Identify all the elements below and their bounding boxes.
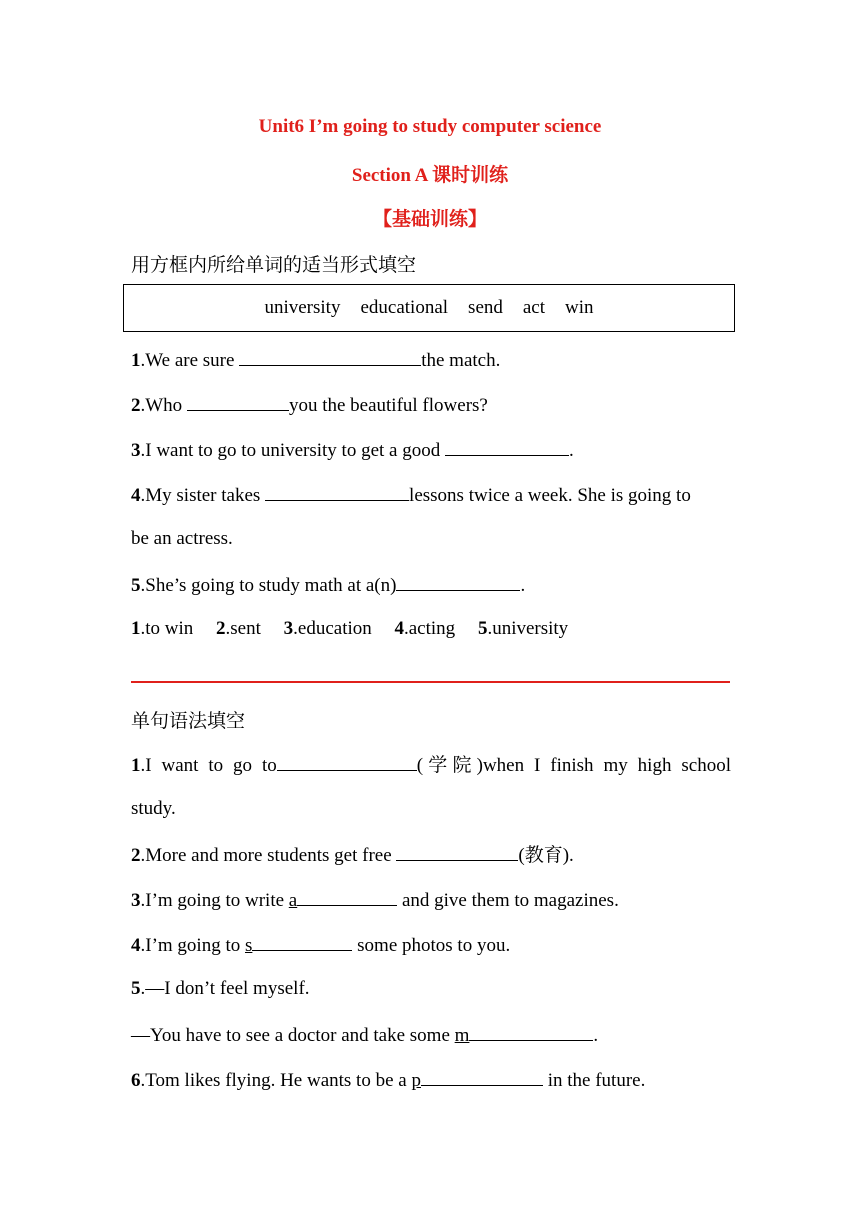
hint-letter: s (245, 935, 253, 956)
grammar-question-5-response: —You have to see a doctor and take some m . (131, 1022, 731, 1048)
question-4: 4.My sister takes lessons twice a week. She is going to (131, 482, 731, 508)
hint-letter: p (411, 1070, 421, 1091)
answer-item: 5.university (477, 618, 569, 639)
question-1: 1.We are sure the match. (131, 347, 731, 373)
answer-blank[interactable] (469, 1022, 593, 1041)
answer-blank[interactable] (252, 932, 352, 951)
grammar-question-1: 1.I want to go to (学院)when I finish my high school (131, 752, 731, 778)
question-number: 1 (131, 755, 141, 776)
grammar-question-2: 2.More and more students get free (教育). (131, 842, 731, 868)
hint-letter: a (288, 890, 298, 911)
answer-blank[interactable] (445, 437, 569, 456)
part1-instruction: 用方框内所给单词的适当形式填空 (131, 254, 417, 276)
question-number: 4 (131, 935, 141, 956)
answer-blank[interactable] (265, 482, 409, 501)
grammar-question-4: 4.I’m going to s some photos to you. (131, 932, 731, 958)
word-item: send (468, 297, 503, 318)
answer-item: 3.education (283, 618, 372, 639)
question-5: 5.She’s going to study math at a(n) . (131, 572, 731, 598)
document-title: Unit6 I’m going to study computer science (258, 116, 602, 137)
question-number: 1 (131, 350, 141, 371)
answer-blank[interactable] (421, 1067, 543, 1086)
word-item: university (264, 297, 341, 318)
question-number: 5 (131, 978, 141, 999)
answer-blank[interactable] (396, 572, 520, 591)
question-4-continued: be an actress. (131, 528, 233, 549)
answer-item: 2.sent (216, 618, 261, 639)
answer-blank[interactable] (187, 392, 289, 411)
grammar-question-1-continued: study. (131, 798, 176, 819)
question-2: 2.Who you the beautiful flowers? (131, 392, 731, 418)
document-subtitle: Section A 课时训练 (351, 165, 509, 186)
question-number: 2 (131, 395, 141, 416)
question-number: 4 (131, 485, 141, 506)
answer-blank[interactable] (396, 842, 518, 861)
section-label: 【基础训练】 (372, 209, 487, 230)
word-item: educational (360, 297, 449, 318)
hint-letter: m (454, 1025, 470, 1046)
word-item: win (565, 297, 594, 318)
answer-item: 4.acting (394, 618, 456, 639)
question-number: 5 (131, 575, 141, 596)
word-box (123, 284, 735, 332)
question-number: 3 (131, 440, 141, 461)
part2-instruction: 单句语法填空 (131, 710, 246, 732)
section-divider (131, 681, 730, 683)
answer-blank[interactable] (297, 887, 397, 906)
grammar-question-5: 5.—I don’t feel myself. (131, 978, 310, 999)
question-number: 3 (131, 890, 141, 911)
question-number: 6 (131, 1070, 141, 1091)
answer-blank[interactable] (277, 752, 417, 771)
grammar-question-3: 3.I’m going to write a and give them to magazines. (131, 887, 731, 913)
question-number: 2 (131, 845, 141, 866)
question-3: 3.I want to go to university to get a good . (131, 437, 731, 463)
answer-key (131, 617, 731, 641)
grammar-question-6: 6.Tom likes flying. He wants to be a p in the future. (131, 1067, 731, 1093)
answer-blank[interactable] (239, 347, 421, 366)
answer-item: 1.to win (131, 618, 194, 639)
word-item: act (522, 297, 546, 318)
